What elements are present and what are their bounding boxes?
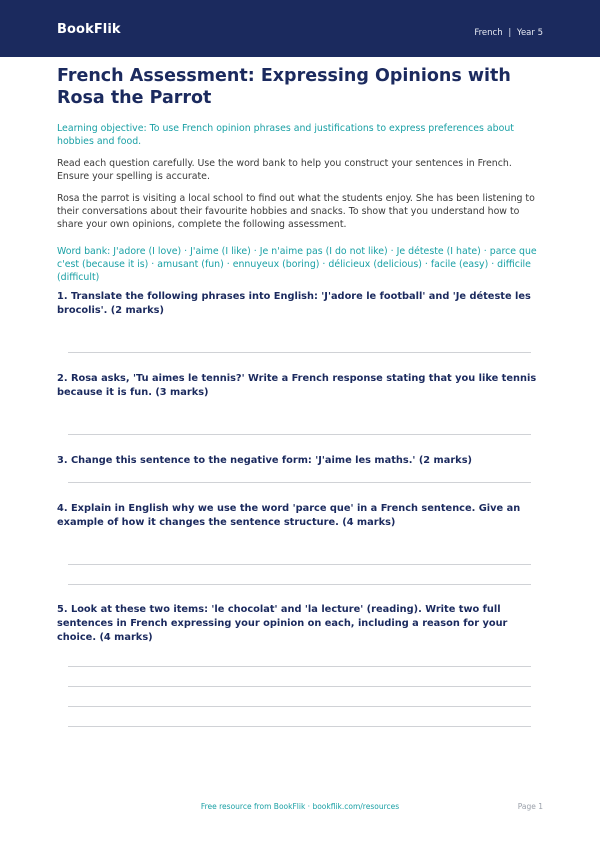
answer-line[interactable] <box>68 584 531 585</box>
question-2: 2. Rosa asks, 'Tu aimes le tennis?' Write a French response stating that you like tennis because it is fun. (3 marks) <box>57 373 537 398</box>
answer-line[interactable] <box>68 482 531 483</box>
year-label: Year 5 <box>516 28 543 38</box>
question-4: 4. Explain in English why we use the word 'parce que' in a French sentence. Give an example of how it changes the sentence structure. (4 marks) <box>57 503 521 528</box>
brand-logo[interactable]: BookFlik <box>57 22 121 37</box>
answer-line[interactable] <box>68 352 531 353</box>
instructions: Read each question carefully. Use the word bank to help you construct your sentences in French. Ensure your spelling is accurate. <box>57 158 512 182</box>
answer-line[interactable] <box>68 666 531 667</box>
page-title: French Assessment: Expressing Opinions with Rosa the Parrot <box>57 66 511 108</box>
footer-resource-link[interactable]: Free resource from BookFlik · bookflik.com/resources <box>200 802 400 811</box>
learning-objective: Learning objective: To use French opinion phrases and justifications to express preferences about hobbies and food. <box>57 123 514 147</box>
subject-year-label <box>474 28 543 38</box>
subject-label: French <box>474 28 503 38</box>
answer-line[interactable] <box>68 564 531 565</box>
answer-line[interactable] <box>68 726 531 727</box>
question-5: 5. Look at these two items: 'le chocolat' and 'la lecture' (reading). Write two full sentences in French expressing your opinion on each, including a reason for your choice. (4 marks) <box>57 604 508 643</box>
page-number: Page 1 <box>517 802 543 811</box>
question-3: 3. Change this sentence to the negative form: 'J'aime les maths.' (2 marks) <box>57 455 473 466</box>
intro-paragraph: Rosa the parrot is visiting a local school to find out what the students enjoy. She has been listening to their conversations about their favourite hobbies and snacks. To show that you understand how to share your own opinions, complete the following assessment. <box>57 193 535 230</box>
page-header <box>0 0 600 57</box>
word-bank: Word bank: J'adore (I love) · J'aime (I like) · Je n'aime pas (I do not like) · Je déteste (I hate) · parce que c'est (because it is) · amusant (fun) · ennuyeux (boring) · délicieux (delicious) · facile (easy) · difficile (difficult) <box>57 246 537 283</box>
answer-line[interactable] <box>68 434 531 435</box>
question-1: 1. Translate the following phrases into English: 'J'adore le football' and 'Je déteste les brocolis'. (2 marks) <box>57 291 531 316</box>
answer-line[interactable] <box>68 686 531 687</box>
separator: | <box>508 28 512 38</box>
answer-line[interactable] <box>68 706 531 707</box>
